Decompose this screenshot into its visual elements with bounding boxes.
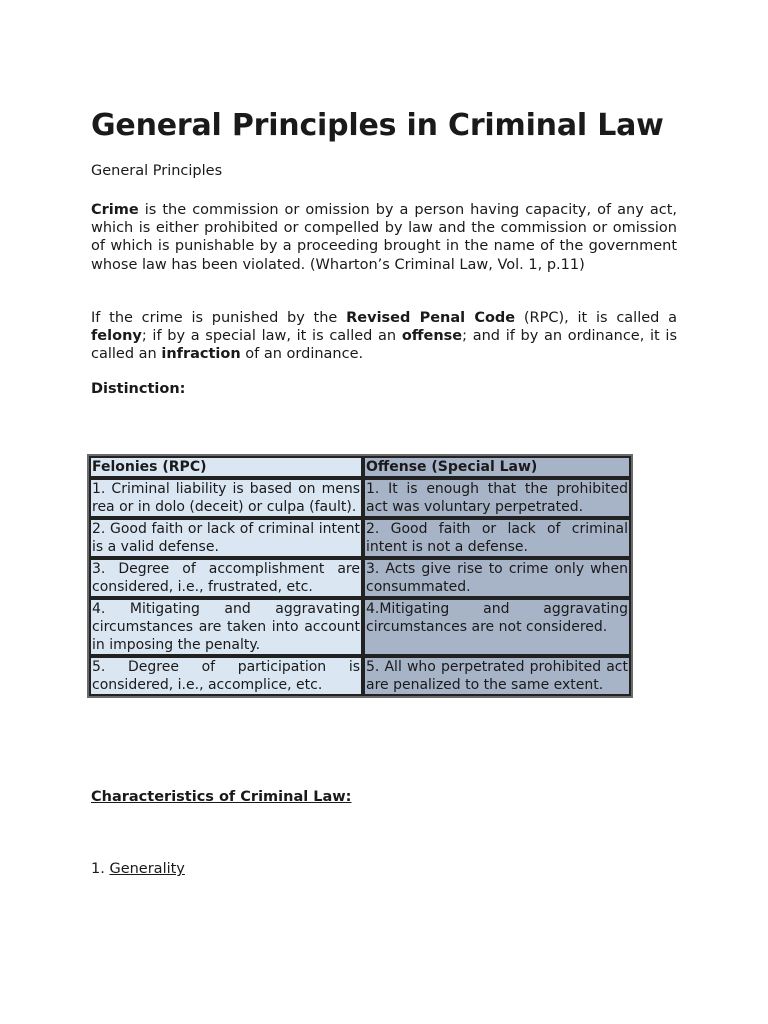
felony-term: felony [91, 328, 142, 345]
table-cell-felony: 2. Good faith or lack of criminal intent is a valid defense. [89, 518, 363, 558]
offense-term: offense [401, 328, 463, 345]
distinction-label: Distinction: [91, 381, 186, 397]
table-cell-offense: 1. It is enough that the prohibited act was voluntary perpetrated. [363, 478, 631, 518]
para2-text-3: ; if by a special law, it is called an [141, 328, 402, 345]
para2-text-2: (RPC), it is called a [515, 310, 678, 326]
table-row [89, 558, 631, 598]
para2-text-1: If the crime is punished by the [91, 310, 347, 326]
table-cell-felony: 4. Mitigating and aggravating circumstances are taken into account in imposing the penalty. [89, 598, 363, 656]
table-cell-offense: 2. Good faith or lack of criminal intent is not a defense. [363, 518, 631, 558]
classification-paragraph [91, 309, 677, 364]
header-offense: Offense (Special Law) [363, 456, 631, 478]
crime-definition-paragraph [91, 201, 677, 274]
list-item [91, 861, 185, 877]
table-cell-offense: 5. All who perpetrated prohibited act are penalized to the same extent. [363, 656, 631, 696]
table-cell-felony: 5. Degree of participation is considered, i.e., accomplice, etc. [89, 656, 363, 696]
generality-label: Generality [109, 861, 185, 877]
table-cell-felony: 3. Degree of accomplishment are considered, i.e., frustrated, etc. [89, 558, 363, 598]
characteristics-heading: Characteristics of Criminal Law: [91, 789, 352, 805]
table-row [89, 598, 631, 656]
infraction-term: infraction [161, 346, 241, 363]
para2-text-5: of an ordinance. [240, 346, 364, 363]
page-title: General Principles in Criminal Law [91, 108, 664, 143]
header-felonies: Felonies (RPC) [89, 456, 363, 478]
table-cell-offense: 4.Mitigating and aggravating circumstances are not considered. [363, 598, 631, 656]
table-header-row [89, 456, 631, 478]
rpc-term: Revised Penal Code [346, 310, 516, 326]
table-cell-offense: 3. Acts give rise to crime only when consummated. [363, 558, 631, 598]
distinction-table [87, 454, 633, 698]
crime-term: Crime [91, 202, 139, 218]
list-item-number: 1. [91, 861, 110, 877]
table-cell-felony: 1. Criminal liability is based on mens rea or in dolo (deceit) or culpa (fault). [89, 478, 363, 518]
table-row [89, 656, 631, 696]
crime-definition-text: is the commission or omission by a person having capacity, of any act, which is either prohibited or compelled by law and the commission or omission of which is punishable by a proceeding brought in the name of the government whose law has been violated. (Wharton’s Criminal Law, Vol. 1, p.11) [91, 202, 677, 273]
table-row [89, 518, 631, 558]
para2-text-4: ; and if by an ordinance, it is called an [91, 328, 677, 363]
section-subtitle: General Principles [91, 163, 223, 179]
table-row [89, 478, 631, 518]
